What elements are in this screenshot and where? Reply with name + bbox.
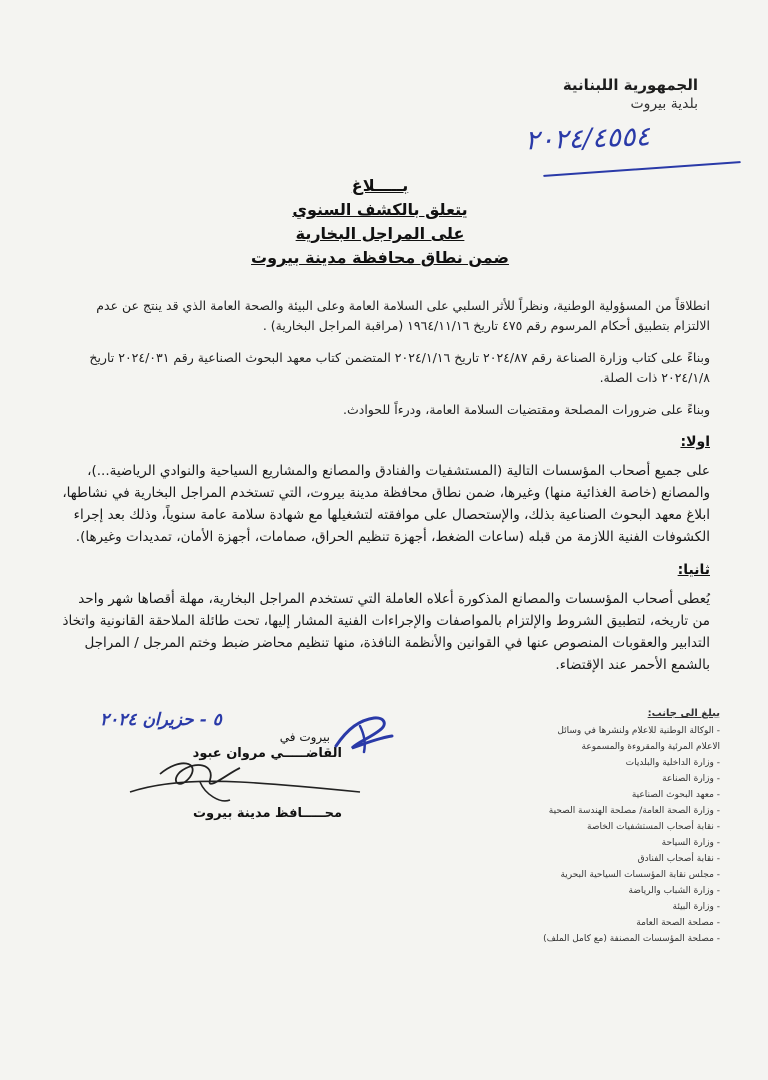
distribution-item: - معهد البحوث الصناعية (631, 790, 720, 800)
distribution-list (470, 708, 720, 947)
distribution-item: الاعلام المرئية والمقروءة والمسموعة (581, 742, 720, 752)
place-prefix: بيروت في (279, 730, 330, 744)
governor-title: محـــــافظ مدينة بيروت (192, 806, 342, 821)
distribution-item: - نقابة أصحاب الفنادق (637, 854, 720, 864)
intro-paragraph: وبناءً على كتاب وزارة الصناعة رقم ٢٠٢٤/٨٧ تاريخ ٢٠٢٤/١/١٦ المتضمن كتاب معهد البحوث الصناعية رقم ٢٠٢٤/٠٣١ تاريخ ٢٠٢٤/١/٨ ذات الصلة. (89, 350, 710, 385)
notice-body (60, 296, 710, 688)
distribution-item: - وزارة الشباب والرياضة (628, 886, 720, 896)
distribution-item: - مصلحة المؤسسات المصنفة (مع كامل الملف) (543, 934, 720, 944)
distribution-item: - نقابة أصحاب المستشفيات الخاصة (587, 822, 720, 832)
notice-title (230, 176, 530, 272)
intro-paragraph: وبناءً على ضرورات المصلحة ومقتضيات السلامة العامة، ودرءاً للحوادث. (343, 402, 710, 417)
judge-name: القاضـــــي مروان عبود (192, 746, 342, 761)
letterhead (438, 76, 698, 112)
section-2-heading: ثانيا: (677, 562, 710, 578)
blue-initial-signature (330, 708, 400, 758)
distribution-item: - وزارة الداخلية والبلديات (625, 758, 720, 768)
title-line: ضمن نطاق محافظة مدينة بيروت (251, 248, 509, 267)
distribution-item: - مجلس نقابة المؤسسات السياحية البحرية (560, 870, 720, 880)
distribution-item: - وزارة الصحة العامة/ مصلحة الهندسة الصحية (548, 806, 720, 816)
handwritten-reference-number: ٢٠٢٤/٤٥٥٤ (524, 121, 651, 157)
title-line: يتعلق بالكشف السنوي (292, 200, 468, 219)
title-line: على المراجل البخارية (295, 224, 465, 243)
handwritten-date: ٥ - حزيران ٢٠٢٤ (100, 710, 222, 730)
municipality-name: بلدية بيروت (630, 96, 698, 112)
distribution-item: - مصلحة الصحة العامة (636, 918, 720, 928)
black-signature (120, 752, 370, 812)
distribution-heading: يبلغ الى جانب: (647, 708, 720, 719)
section-2-text: يُعطى أصحاب المؤسسات والمصانع المذكورة أعلاه العاملة التي تستخدم المراجل البخارية، مهلة أقصاها شهر واحد من تاريخه، لتطبيق الشروط والإلتزام بالمواصفات والإجراءات الفنية المشار إليها، تحت طائلة الملاحقة القانونية واتخاذ التدابير والعقوبات المنصوص عنها في القوانين والأنظمة النافذة، منها تنظيم محاضر ضبط وختم المرجل / المراجل بالشمع الأحمر عند الإقتضاء. (62, 591, 710, 673)
republic-name: الجمهورية اللبنانية (562, 76, 698, 94)
intro-paragraph: انطلاقاً من المسؤولية الوطنية، ونظراً للأثر السلبي على السلامة العامة وعلى البيئة والصحة العامة الذي قد ينتج عن عدم الالتزام بتطبيق أحكام المرسوم رقم ٤٧٥ تاريخ ١٩٦٤/١١/١٦ (مراقبة المراجل البخارية) . (96, 298, 710, 333)
distribution-item: - الوكالة الوطنية للاعلام ولنشرها في وسائل (557, 726, 720, 736)
distribution-item: - وزارة السياحة (661, 838, 720, 848)
section-1-text: على جميع أصحاب المؤسسات التالية (المستشفيات والفنادق والمصانع والمشاريع السياحية والنوادي الرياضية...)، والمصانع (خاصة الغذائية منها) وغيرها، ضمن نطاق محافظة مدينة بيروت، التي تستخدم المراجل البخارية في نشاطها، ابلاغ معهد البحوث الصناعية بذلك، والإستحصال على موافقته لتشغيلها مع شهادة سلامة عامة سنوياً، وذلك بعد إجراء الكشوفات الفنية اللازمة من قبله (ساعات الضغط، أجهزة تنظيم الحراق، صمامات، أجهزة الأمان، تمديدات وغيرها). (62, 463, 710, 545)
title-line: بـــــلاغ (351, 176, 409, 195)
distribution-item: - وزارة البيئة (672, 902, 720, 912)
section-1-heading: اولا: (680, 434, 710, 450)
distribution-item: - وزارة الصناعة (662, 774, 720, 784)
